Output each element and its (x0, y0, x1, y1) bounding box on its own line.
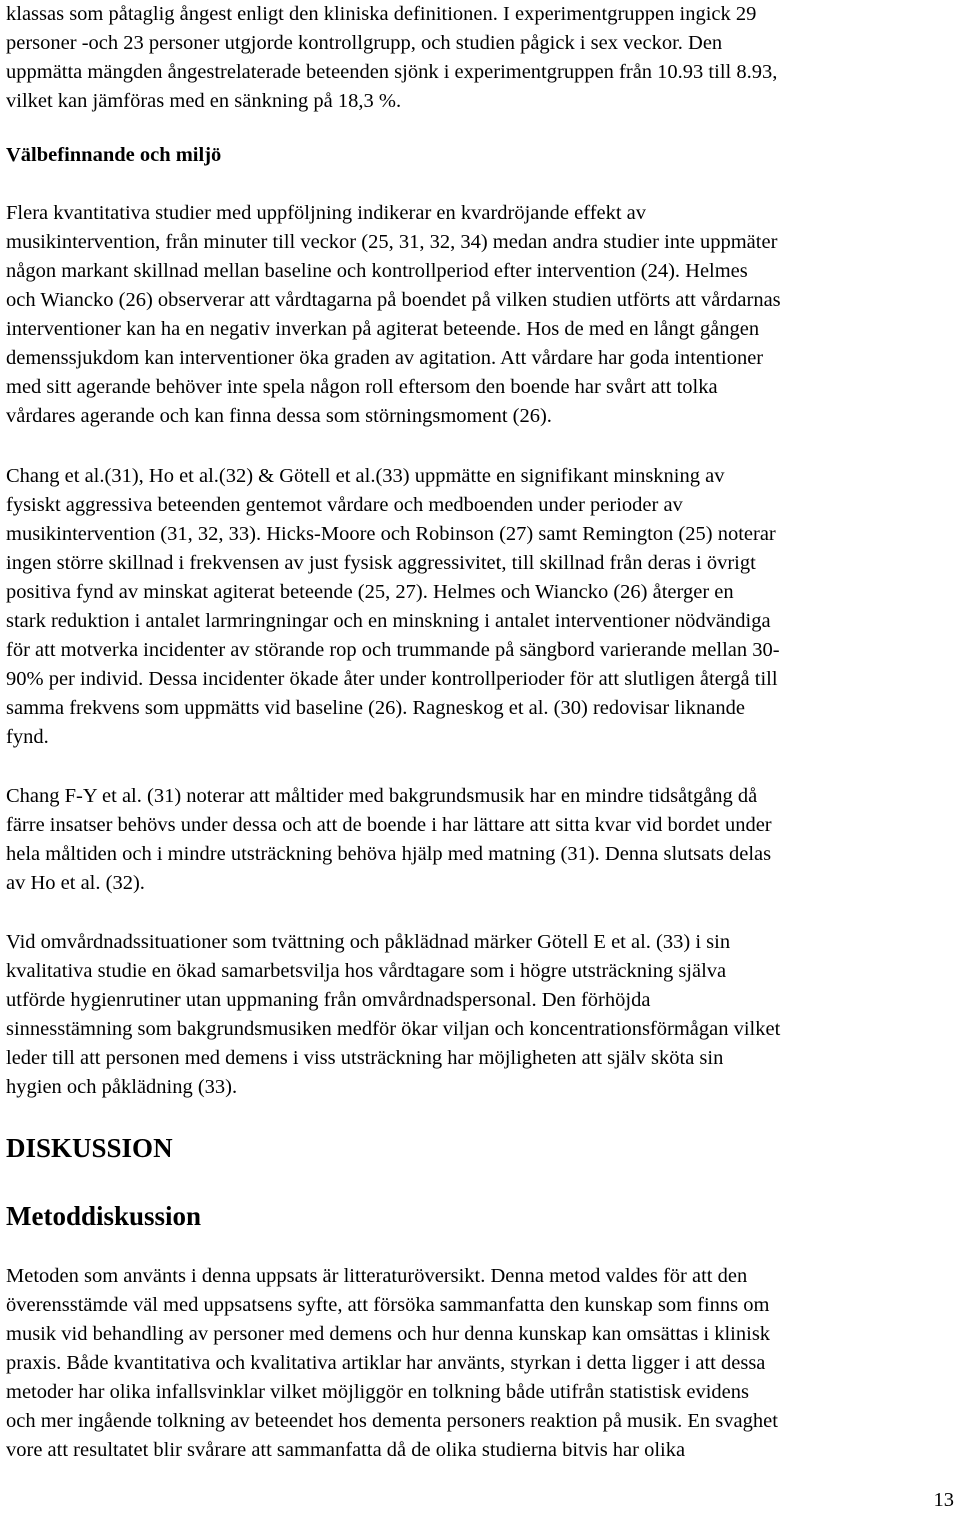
text-line: Metoden som använts i denna uppsats är litteraturöversikt. Denna metod valdes för att den (6, 1265, 748, 1287)
text-line: uppmätta mängden ångestrelaterade beteenden sjönk i experimentgruppen från 10.93 till 8.93, (6, 61, 778, 83)
text-line: praxis. Både kvantitativa och kvalitativa artiklar har använts, styrkan i detta ligger i att dessa (6, 1352, 766, 1374)
text-line: vilket kan jämföras med en sänkning på 18,3 %. (6, 90, 402, 112)
text-line: personer -och 23 personer utgjorde kontrollgrupp, och studien pågick i sex veckor. Den (6, 32, 723, 54)
text-line: med sitt agerande behöver inte spela någon roll eftersom den boende har svårt att tolka (6, 376, 718, 398)
text-line: musik vid behandling av personer med demens och hur denna kunskap kan omsättas i klinisk (6, 1323, 771, 1345)
text-line: demenssjukdom kan interventioner öka graden av agitation. Att vårdare har goda intentioner (6, 347, 764, 369)
section-heading-wellbeing: Välbefinnande och miljö (6, 144, 222, 166)
text-line: musikintervention (31, 32, 33). Hicks-Moore och Robinson (27) samt Remington (25) noterar (6, 523, 776, 545)
text-line: utförde hygienrutiner utan uppmaning från omvårdnadspersonal. Den förhöjda (6, 989, 651, 1011)
text-line: vårdares agerande och kan finna dessa som störningsmoment (26). (6, 405, 552, 427)
text-line: fysiskt aggressiva beteenden gentemot vårdare och medboenden under perioder av (6, 494, 683, 516)
text-line: stark reduktion i antalet larmringningar och en minskning i antalet interventioner nödvändiga (6, 610, 771, 632)
body-paragraph (6, 199, 781, 431)
text-line: Vid omvårdnadssituationer som tvättning och påklädnad märker Götell E et al. (33) i sin (6, 931, 731, 953)
text-line: av Ho et al. (32). (6, 872, 145, 894)
text-line: överensstämde väl med uppsatsens syfte, att försöka sammanfatta den kunskap som finns om (6, 1294, 770, 1316)
text-line: 90% per individ. Dessa incidenter ökade åter under kontrollperioder för att slutligen återgå till (6, 668, 778, 690)
text-line: ingen större skillnad i frekvensen av just fysisk aggressivitet, till skillnad från deras i övrigt (6, 552, 756, 574)
text-line: färre insatser behövs under dessa och att de boende i har lättare att sitta kvar vid bordet under (6, 814, 772, 836)
body-paragraph (6, 928, 780, 1102)
intro-paragraph (6, 0, 777, 116)
text-line: positiva fynd av minskat agiterat beteende (25, 27). Helmes och Wiancko (26) återger en (6, 581, 734, 603)
body-paragraph (6, 462, 780, 752)
text-line: och mer ingående tolkning av beteendet hos dementa personers reaktion på musik. En svaghet (6, 1410, 778, 1432)
body-paragraph (6, 1262, 778, 1465)
section-heading-method-discussion: Metoddiskussion (6, 1201, 202, 1231)
text-line: hygien och påklädning (33). (6, 1076, 238, 1098)
text-line: Flera kvantitativa studier med uppföljning indikerar en kvardröjande effekt av (6, 202, 647, 224)
chapter-heading-discussion: DISKUSSION (6, 1133, 173, 1163)
text-line: kvalitativa studie en ökad samarbetsvilja hos vårdtagare som i högre utsträckning själva (6, 960, 727, 982)
text-line: klassas som påtaglig ångest enligt den kliniska definitionen. I experimentgruppen ingick 29 (6, 3, 757, 25)
text-line: Chang et al.(31), Ho et al.(32) & Götell et al.(33) uppmätte en signifikant minskning av (6, 465, 725, 487)
text-line: musikintervention, från minuter till veckor (25, 31, 32, 34) medan andra studier inte uppmäter (6, 231, 778, 253)
text-line: och Wiancko (26) observerar att vårdtagarna på boendet på vilken studien utförts att vårdarnas (6, 289, 781, 311)
text-line: någon markant skillnad mellan baseline och kontrollperiod efter intervention (24). Helmes (6, 260, 748, 282)
body-paragraph (6, 782, 772, 898)
text-line: fynd. (6, 726, 49, 748)
text-line: leder till att personen med demens i viss utsträckning har möjligheten att själv sköta sin (6, 1047, 724, 1069)
text-line: för att motverka incidenter av störande rop och trummande på sängbord varierande mellan 30- (6, 639, 780, 661)
text-line: vore att resultatet blir svårare att sammanfatta då de olika studierna bitvis har olika (6, 1439, 686, 1461)
text-line: Chang F-Y et al. (31) noterar att måltider med bakgrundsmusik har en mindre tidsåtgång då (6, 785, 758, 807)
text-line: interventioner kan ha en negativ inverkan på agiterat beteende. Hos de med en långt gången (6, 318, 760, 340)
text-line: metoder har olika infallsvinklar vilket möjliggör en tolkning både utifrån statistisk evidens (6, 1381, 749, 1403)
text-line: sinnesstämning som bakgrundsmusiken medför ökar viljan och koncentrationsförmågan vilket (6, 1018, 781, 1040)
text-line: hela måltiden och i mindre utsträckning behöva hjälp med matning (31). Denna slutsats delas (6, 843, 772, 865)
page-number: 13 (933, 1489, 954, 1511)
text-line: samma frekvens som uppmätts vid baseline (26). Ragneskog et al. (30) redovisar liknande (6, 697, 745, 719)
